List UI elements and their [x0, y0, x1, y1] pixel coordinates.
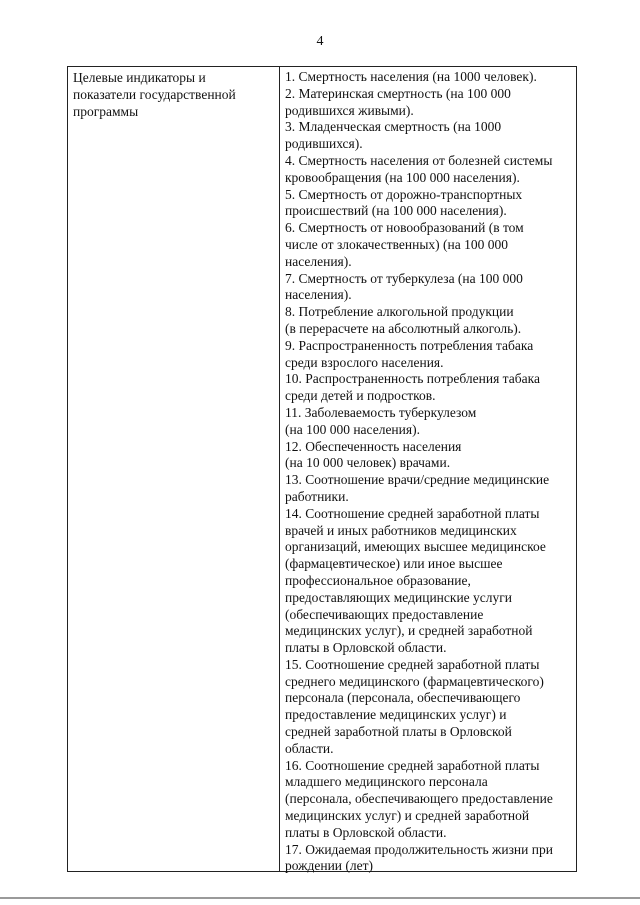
header-cell-line: программы: [73, 104, 139, 119]
indicator-line: предоставление медицинских услуг) и: [285, 707, 507, 723]
indicator-line: работники.: [285, 488, 349, 504]
header-cell-line: показатели государственной: [73, 87, 236, 102]
indicator-line: врачей и иных работников медицинских: [285, 522, 517, 538]
indicator-line: 12. Обеспеченность населения: [285, 438, 462, 454]
indicator-line: (обеспечивающих предоставление: [285, 606, 484, 622]
indicator-line: родившихся живыми).: [285, 102, 414, 118]
indicator-line: 4. Смертность населения от болезней системы: [285, 152, 553, 168]
indicator-line: 17. Ожидаемая продолжительность жизни при: [285, 841, 553, 857]
indicator-line: кровообращения (на 100 000 населения).: [285, 169, 520, 185]
page-number: 4: [316, 34, 324, 49]
indicator-line: средней заработной платы в Орловской: [285, 724, 512, 740]
indicator-line: организаций, имеющих высшее медицинское: [285, 539, 546, 555]
indicator-line: 8. Потребление алкогольной продукции: [285, 304, 514, 320]
indicator-line: 11. Заболеваемость туберкулезом: [285, 404, 477, 420]
indicator-line: населения).: [285, 287, 352, 303]
indicator-line: 10. Распространенность потребления табака: [285, 371, 540, 387]
table-content-cell: [280, 67, 576, 874]
indicator-line: 5. Смертность от дорожно-транспортных: [285, 186, 523, 202]
indicator-line: 7. Смертность от туберкулеза (на 100 000: [285, 270, 523, 286]
indicators-table: [67, 66, 577, 872]
indicator-line: (персонала, обеспечивающего предоставление: [285, 791, 553, 807]
indicator-line: платы в Орловской области.: [285, 824, 447, 840]
indicator-line: 3. Младенческая смертность (на 1000: [285, 119, 502, 135]
indicator-line: (на 10 000 человек) врачами.: [285, 455, 451, 471]
indicator-line: 1. Смертность населения (на 1000 человек).: [285, 69, 537, 84]
indicator-line: населения).: [285, 253, 352, 269]
indicator-line: числе от злокачественных) (на 100 000: [285, 236, 508, 252]
indicator-line: 2. Материнская смертность (на 100 000: [285, 85, 511, 101]
bottom-divider: [0, 897, 640, 899]
indicator-line: младшего медицинского персонала: [285, 774, 488, 790]
indicator-line: родившихся).: [285, 136, 363, 152]
indicator-line: среднего медицинского (фармацевтического): [285, 673, 544, 689]
indicator-line: 6. Смертность от новообразований (в том: [285, 220, 524, 236]
indicator-line: платы в Орловской области.: [285, 640, 447, 656]
indicator-line: рождении (лет): [285, 858, 374, 874]
indicator-line: медицинских услуг) и средней заработной: [285, 808, 530, 824]
indicator-line: (на 100 000 населения).: [285, 421, 420, 437]
indicator-line: 16. Соотношение средней заработной платы: [285, 757, 540, 773]
indicator-line: 14. Соотношение средней заработной платы: [285, 505, 540, 521]
indicator-line: персонала (персонала, обеспечивающего: [285, 690, 521, 706]
indicator-line: 13. Соотношение врачи/средние медицинские: [285, 472, 550, 488]
table-header-cell: [68, 67, 280, 871]
indicator-line: (фармацевтическое) или иное высшее: [285, 556, 503, 572]
indicator-line: среди взрослого населения.: [285, 354, 444, 370]
indicator-line: медицинских услуг), и средней заработной: [285, 623, 533, 639]
indicator-line: (в перерасчете на абсолютный алкоголь).: [285, 320, 522, 336]
indicator-line: предоставляющих медицинские услуги: [285, 589, 513, 605]
indicator-line: 9. Распространенность потребления табака: [285, 337, 534, 353]
indicator-line: 15. Соотношение средней заработной платы: [285, 656, 540, 672]
header-cell-line: Целевые индикаторы и: [73, 70, 206, 85]
indicator-line: профессиональное образование,: [285, 572, 471, 588]
indicator-line: происшествий (на 100 000 населения).: [285, 203, 507, 219]
indicator-line: области.: [285, 740, 334, 756]
indicator-line: среди детей и подростков.: [285, 388, 436, 404]
